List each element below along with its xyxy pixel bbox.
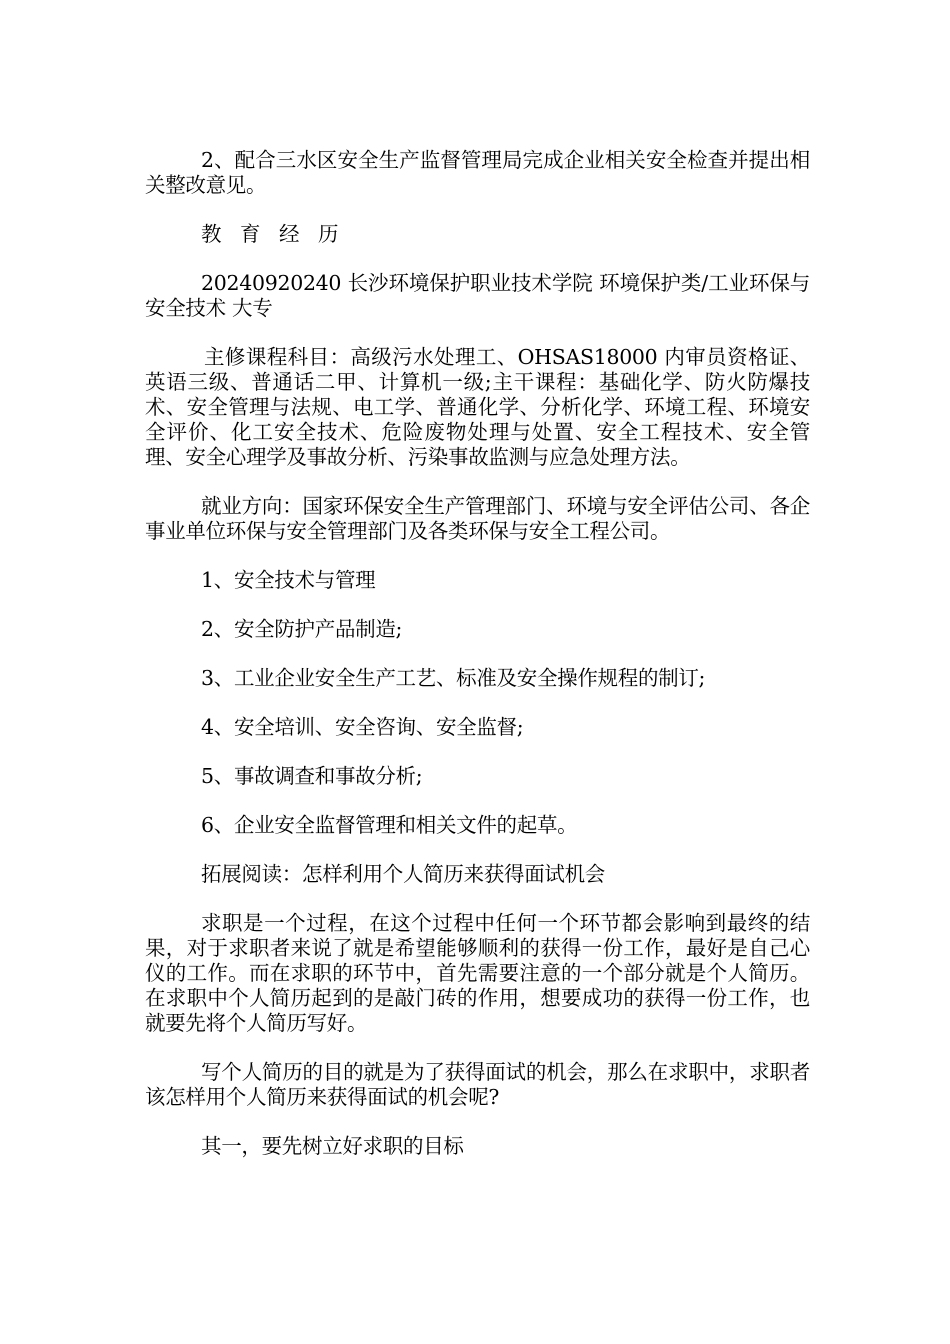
career-item-2: 2、安全防护产品制造; xyxy=(201,617,403,641)
courses-paragraph: 主修课程科目：高级污水处理工、OHSAS18000 内审员资格证、英语三级、普通话二甲、计算机一级;主干课程：基础化学、防火防爆技术、安全管理与法规、电工学、普通化学、分析化学、环境工程、环境安全评价、化工安全技术、危险废物处理与处置、安全工程技术、安全管理、安全心理学及事故分析、污染事故监测与应急处理方法。 xyxy=(145,345,810,469)
education-heading: 教 育 经 历 xyxy=(201,222,345,246)
work-duty-paragraph: 2、配合三水区安全生产监督管理局完成企业相关安全检查并提出相关整改意见。 xyxy=(145,148,810,197)
career-item-3: 3、工业企业安全生产工艺、标准及安全操作规程的制订; xyxy=(201,666,706,690)
extended-reading-title: 拓展阅读：怎样利用个人简历来获得面试机会 xyxy=(201,862,605,886)
job-seeking-paragraph: 求职是一个过程，在这个过程中任何一个环节都会影响到最终的结果，对于求职者来说了就是希望能够顺利的获得一份工作，最好是自己心仪的工作。而在求职的环节中，首先需要注意的一个部分就是个人简历。在求职中个人简历起到的是敲门砖的作用，想要成功的获得一份工作，也就要先将个人简历写好。 xyxy=(145,911,810,1035)
career-item-5: 5、事故调查和事故分析; xyxy=(201,764,423,788)
career-item-1: 1、安全技术与管理 xyxy=(201,568,376,592)
document-page xyxy=(145,148,810,1183)
career-direction-paragraph: 就业方向：国家环保安全生产管理部门、环境与安全评估公司、各企事业单位环保与安全管理部门及各类环保与安全工程公司。 xyxy=(145,494,810,543)
first-point-paragraph: 其一，要先树立好求职的目标 xyxy=(201,1134,464,1158)
resume-purpose-paragraph: 写个人简历的目的就是为了获得面试的机会，那么在求职中，求职者该怎样用个人简历来获得面试的机会呢? xyxy=(145,1060,810,1109)
career-item-6: 6、企业安全监督管理和相关文件的起草。 xyxy=(201,813,578,837)
education-entry: 20240920240 长沙环境保护职业技术学院 环境保护类/工业环保与安全技术 大专 xyxy=(145,271,810,320)
career-item-4: 4、安全培训、安全咨询、安全监督; xyxy=(201,715,524,739)
